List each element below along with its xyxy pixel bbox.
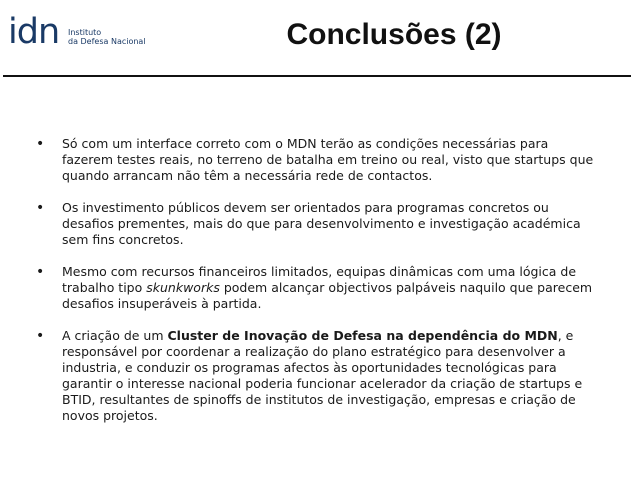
logo-line2: da Defesa Nacional <box>68 37 146 46</box>
bullet-text-post: podem alcançar objectivos palpáveis naquilo que parecem desafios insuperáveis à partida. <box>62 280 593 311</box>
bullet-item <box>36 200 596 248</box>
bullet-text-post: , e responsável por coordenar a realização do plano estratégico para desenvolver a industria, e conduzir os programas afectos às oportunidades tecnológicas para garantir o interesse nacional poderia funcionar acelerador da criação de startups e BTID, resultantes de spinoffs de institutos de investigação, empresas e criação de novos projetos. <box>62 328 583 423</box>
bullet-item <box>36 264 596 312</box>
bullet-text-bold: Cluster de Inovação de Defesa na dependência do MDN <box>167 328 558 343</box>
bullet-text-italic: skunkworks <box>146 280 220 295</box>
bullet-text-pre: Mesmo com recursos financeiros limitados, equipas dinâmicas com uma lógica de trabalho tipo <box>62 264 577 295</box>
bullet-text: Só com um interface correto com o MDN terão as condições necessárias para fazerem testes reais, no terreno de batalha em treino ou real, visto que startups que quando arrancam não têm a necessária rede de contactos. <box>62 136 594 183</box>
bullet-item <box>36 328 596 424</box>
bullet-text-pre: A criação de um <box>62 328 168 343</box>
bullet-list <box>36 136 596 440</box>
title-divider <box>3 75 631 77</box>
bullet-text: Os investimento públicos devem ser orientados para programas concretos ou desafios prementes, mais do que para desenvolvimento e investigação académica sem fins concretos. <box>62 200 581 247</box>
logo-line1: Instituto <box>68 28 102 37</box>
logo-mark: idn <box>8 12 60 52</box>
bullet-item <box>36 136 596 184</box>
slide-title: Conclusões (2) <box>286 18 502 51</box>
